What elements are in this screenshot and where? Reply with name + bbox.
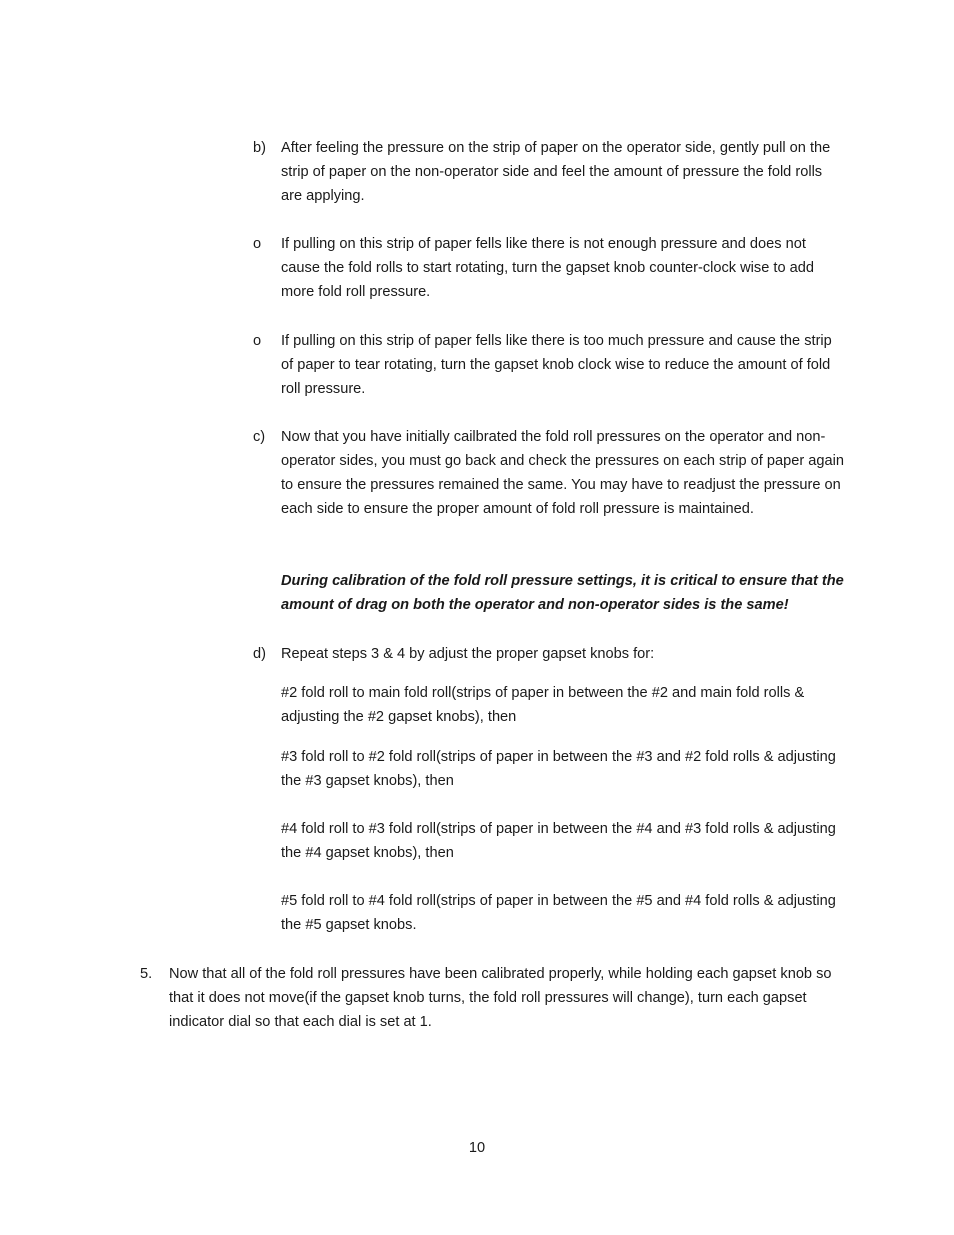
bullet-item-text: If pulling on this strip of paper fells like there is not enough pressure and does not cause the fold rolls to start rotating, turn the gapset knob counter-clock wise to add more fold roll pressure. [281,236,814,300]
fold-roll-step-text: #4 fold roll to #3 fold roll(strips of paper in between the #4 and #3 fold rolls & adjusting the #4 gapset knobs), then [281,821,836,861]
fold-roll-step-text: #5 fold roll to #4 fold roll(strips of paper in between the #5 and #4 fold rolls & adjusting the #5 gapset knobs. [281,893,836,933]
list-marker: 5. [140,966,153,982]
fold-roll-step-text: #3 fold roll to #2 fold roll(strips of paper in between the #3 and #2 fold rolls & adjusting the #3 gapset knobs), then [281,749,836,789]
bullet-marker: o [253,333,262,349]
bullet-marker: o [253,236,262,252]
list-item-text: Repeat steps 3 & 4 by adjust the proper gapset knobs for: [281,646,655,662]
list-marker: b) [253,140,266,156]
fold-roll-step-text: #2 fold roll to main fold roll(strips of paper in between the #2 and main fold rolls & adjusting the #2 gapset knobs), then [281,685,805,725]
page-number: 10 [468,1140,486,1156]
bullet-item-text: If pulling on this strip of paper fells like there is too much pressure and cause the strip of paper to tear rotating, turn the gapset knob clock wise to reduce the amount of fold roll pressure. [281,333,832,397]
warning-text: During calibration of the fold roll pressure settings, it is critical to ensure that the amount of drag on both the operator and non-operator sides is the same! [281,573,844,613]
list-item-text: Now that all of the fold roll pressures have been calibrated properly, while holding each gapset knob so that it does not move(if the gapset knob turns, the fold roll pressures will change), turn each gapset indicator dial so that each dial is set at 1. [169,966,832,1030]
list-marker: c) [253,429,266,445]
list-item-text: Now that you have initially cailbrated the fold roll pressures on the operator and non-operator sides, you must go back and check the pressures on each strip of paper again to ensure the pressures remained the same. You may have to readjust the pressure on each side to ensure the proper amount of fold roll pressure is maintained. [281,429,844,517]
list-item-text: After feeling the pressure on the strip of paper on the operator side, gently pull on the strip of paper on the non-operator side and feel the amount of pressure the fold rolls are applying. [281,140,831,204]
list-marker: d) [253,646,266,662]
